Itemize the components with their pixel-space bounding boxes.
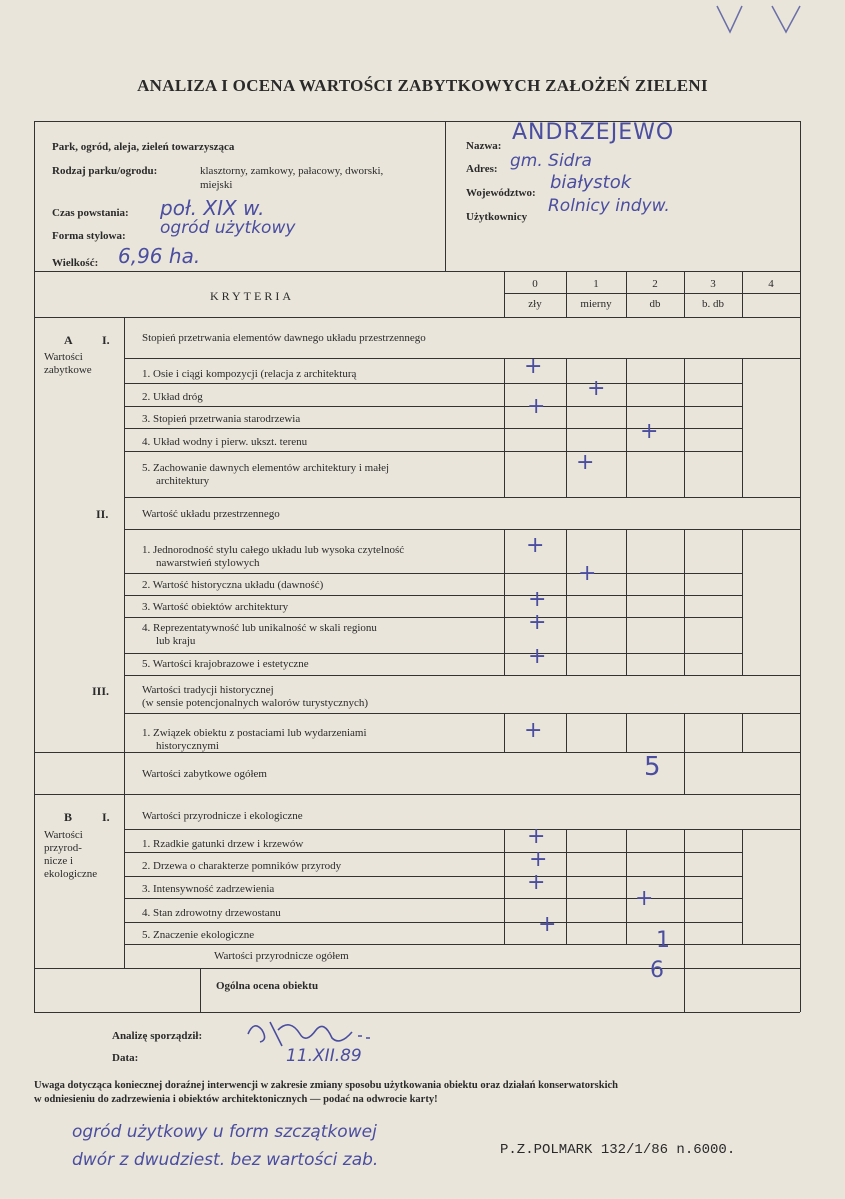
uzyt-value: Rolnicy indyw.	[548, 196, 670, 216]
overall-divider	[200, 968, 201, 1012]
col-line-2	[626, 271, 627, 317]
g3-col-1	[566, 713, 567, 752]
note-hand-1: ogród użytkowy u form szczątkowej	[72, 1122, 377, 1142]
corner-check-marks	[712, 4, 812, 34]
g1-item-1: 1. Osie i ciągi kompozycji (relacja z architekturą	[142, 368, 357, 380]
check-mark: +	[527, 870, 546, 895]
rodzaj-label: Rodzaj parku/ogrodu:	[52, 165, 158, 177]
g2-row-top	[124, 529, 800, 530]
g2-item-1b: nawarstwień stylowych	[156, 557, 260, 569]
g2-item-2: 2. Wartość historyczna układu (dawność)	[142, 579, 324, 591]
note-hand-2: dwór z dwudziest. bez wartości zab.	[72, 1150, 379, 1170]
g1-col-2	[626, 358, 627, 497]
note-line-1: Uwaga dotycząca koniecznej doraźnej interwencji w zakresie zmiany sposobu użytkowania obiektu oraz działań konserwatorskich	[34, 1080, 618, 1091]
check-mark: +	[527, 824, 546, 849]
frame-right	[800, 121, 801, 1012]
b-col-4	[742, 829, 743, 944]
section-b-name-3: nicze i	[44, 855, 74, 867]
check-mark: +	[578, 561, 597, 586]
score-name-1: mierny	[580, 298, 612, 310]
g2-col-0	[504, 529, 505, 675]
g1-col-1	[566, 358, 567, 497]
uzyt-label: Użytkownicy	[466, 211, 528, 223]
b-item-2: 2. Drzewa o charakterze pomników przyrody	[142, 860, 342, 872]
check-mark: +	[635, 886, 654, 911]
wielkosc-value: 6,96 ha.	[118, 244, 201, 268]
section-a-code: A	[64, 333, 73, 347]
check-mark: +	[528, 587, 547, 612]
section-a-name-2: zabytkowe	[44, 364, 92, 376]
forma-value: ogród użytkowy	[160, 218, 296, 238]
g2-item-1: 1. Jednorodność stylu całego układu lub wysoka czytelność	[142, 544, 405, 556]
check-mark: +	[538, 912, 557, 937]
score-2: 2	[652, 278, 658, 290]
score-4: 4	[768, 278, 774, 290]
score-name-0: zły	[528, 298, 542, 310]
section-b-name-2: przyrod-	[44, 842, 82, 854]
b-row-5	[124, 944, 800, 945]
g3-col-3	[684, 713, 685, 752]
g2-row-1	[124, 573, 742, 574]
woj-label: Województwo:	[466, 187, 536, 199]
g2-col-3	[684, 529, 685, 675]
section-b-divider	[124, 794, 125, 968]
group3-roman: III.	[92, 684, 110, 698]
g2-col-2	[626, 529, 627, 675]
g3-item-1: 1. Związek obiektu z postaciami lub wydarzeniami	[142, 727, 367, 739]
note-line-2: w odniesieniu do zadrzewienia i obiektów architektonicznych — podać na odwrocie karty!	[34, 1094, 438, 1105]
b-col-0	[504, 829, 505, 944]
score-name-2: db	[649, 298, 661, 310]
b-col-1	[566, 829, 567, 944]
section-b-group-title: Wartości przyrodnicze i ekologiczne	[142, 810, 303, 822]
col-line-4	[742, 271, 743, 317]
g2-item-4b: lub kraju	[156, 635, 196, 647]
g2-item-3: 3. Wartość obiektów architektury	[142, 601, 289, 613]
rodzaj-options-2: miejski	[200, 179, 233, 191]
g2-item-5: 5. Wartości krajobrazowe i estetyczne	[142, 658, 309, 670]
section-b-name-1: Wartości	[44, 829, 83, 841]
g2-col-1	[566, 529, 567, 675]
g2-item-4: 4. Reprezentatywność lub unikalność w skali regionu	[142, 622, 377, 634]
g1-item-4: 4. Układ wodny i pierw. ukszt. terenu	[142, 436, 308, 448]
g1-row-4	[124, 451, 742, 452]
section-a-roman: I.	[102, 333, 110, 347]
check-mark: +	[524, 718, 543, 743]
g2-row-3	[124, 617, 742, 618]
col-line-3	[684, 271, 685, 317]
g1-item-3: 3. Stopień przetrwania starodrzewia	[142, 413, 301, 425]
g1-col-4	[742, 358, 743, 497]
total-b-value: 1	[656, 928, 670, 953]
total-b-box-left	[684, 944, 685, 1012]
g2-row-4	[124, 653, 742, 654]
group2-title: Wartość układu przestrzennego	[142, 508, 280, 520]
b-row-1	[124, 852, 742, 853]
group3-title-1: Wartości tradycji historycznej	[142, 684, 274, 696]
group3-title-2: (w sensie potencjonalnych walorów turystycznych)	[142, 697, 369, 709]
check-mark: +	[528, 610, 547, 635]
check-mark: +	[576, 450, 595, 475]
b-row-4	[124, 922, 742, 923]
b-item-5: 5. Znaczenie ekologiczne	[142, 929, 255, 941]
g3-col-0	[504, 713, 505, 752]
criteria-label: KRYTERIA	[210, 289, 294, 303]
check-mark: +	[528, 644, 547, 669]
data-value: 11.XII.89	[286, 1046, 362, 1066]
b-row-2	[124, 876, 742, 877]
check-mark: +	[529, 847, 548, 872]
total-a-value: 5	[644, 752, 661, 782]
group2-roman: II.	[96, 507, 109, 521]
g2-col-4	[742, 529, 743, 675]
section-b-bottom	[34, 968, 800, 969]
g1-item-2: 2. Układ dróg	[142, 391, 203, 403]
section-b-code: B	[64, 810, 73, 824]
nazwa-label: Nazwa:	[466, 140, 502, 152]
g1-item-5b: architektury	[156, 475, 210, 487]
total-a-label: Wartości zabytkowe ogółem	[142, 768, 267, 780]
header-divider	[445, 121, 446, 271]
b-col-2	[626, 829, 627, 944]
total-a-box-left	[684, 752, 685, 794]
b-item-4: 4. Stan zdrowotny drzewostanu	[142, 907, 281, 919]
col-line-1	[566, 271, 567, 317]
adres-label: Adres:	[466, 163, 498, 175]
frame-bottom	[34, 1012, 800, 1013]
check-mark: +	[640, 419, 659, 444]
score-name-3: b. db	[702, 298, 724, 310]
czas-value: poł. XIX w.	[160, 196, 265, 220]
section-a-name-1: Wartości	[44, 351, 83, 363]
g1-row-bottom	[124, 497, 800, 498]
criteria-header-bottom	[34, 317, 800, 318]
czas-label: Czas powstania:	[52, 207, 129, 219]
g1-row-2	[124, 406, 742, 407]
rodzaj-options-1: klasztorny, zamkowy, pałacowy, dworski,	[200, 165, 384, 177]
overall-value: 6	[650, 958, 664, 983]
g1-row-1	[124, 383, 742, 384]
adres-value: gm. Sidra	[510, 151, 592, 171]
nazwa-value: ANDRZEJEWO	[512, 120, 675, 145]
check-mark: +	[527, 394, 546, 419]
g3-item-1b: historycznymi	[156, 740, 219, 752]
score-1: 1	[593, 278, 599, 290]
g3-col-4	[742, 713, 743, 752]
section-a-divider	[124, 317, 125, 794]
woj-value: białystok	[550, 172, 632, 193]
g2-row-2	[124, 595, 742, 596]
g3-row-bottom	[34, 752, 800, 753]
frame-left	[34, 121, 35, 1012]
page-title: ANALIZA I OCENA WARTOŚCI ZABYTKOWYCH ZAŁOŻEŃ ZIELENI	[137, 76, 708, 95]
b-row-top	[124, 829, 800, 830]
g1-col-3	[684, 358, 685, 497]
header-bottom	[34, 271, 800, 272]
check-mark: +	[526, 533, 545, 558]
g3-col-2	[626, 713, 627, 752]
g1-row-top	[124, 358, 800, 359]
section-a-bottom	[34, 794, 800, 795]
check-mark: +	[524, 354, 543, 379]
criteria-header-mid	[504, 293, 800, 294]
g2-row-bottom	[124, 675, 800, 676]
wielkosc-label: Wielkość:	[52, 257, 99, 269]
b-item-3: 3. Intensywność zadrzewienia	[142, 883, 275, 895]
printer-footer: P.Z.POLMARK 132/1/86 n.6000.	[500, 1142, 736, 1158]
g1-item-5: 5. Zachowanie dawnych elementów architektury i małej	[142, 462, 390, 474]
forma-label: Forma stylowa:	[52, 230, 126, 242]
data-label: Data:	[112, 1052, 139, 1064]
score-3: 3	[710, 278, 716, 290]
g3-row-top	[124, 713, 800, 714]
total-b-label: Wartości przyrodnicze ogółem	[214, 950, 349, 962]
park-line: Park, ogród, aleja, zieleń towarzysząca	[52, 141, 235, 153]
b-item-1: 1. Rzadkie gatunki drzew i krzewów	[142, 838, 304, 850]
b-col-3	[684, 829, 685, 944]
section-b-roman: I.	[102, 810, 110, 824]
g1-col-0	[504, 358, 505, 497]
frame-top	[34, 121, 800, 122]
col-line-0	[504, 271, 505, 317]
score-0: 0	[532, 278, 538, 290]
overall-label: Ogólna ocena obiektu	[216, 980, 319, 992]
group1-title: Stopień przetrwania elementów dawnego układu przestrzennego	[142, 332, 426, 344]
section-b-name-4: ekologiczne	[44, 868, 98, 880]
check-mark: +	[587, 376, 606, 401]
analiza-label: Analizę sporządził:	[112, 1030, 203, 1042]
